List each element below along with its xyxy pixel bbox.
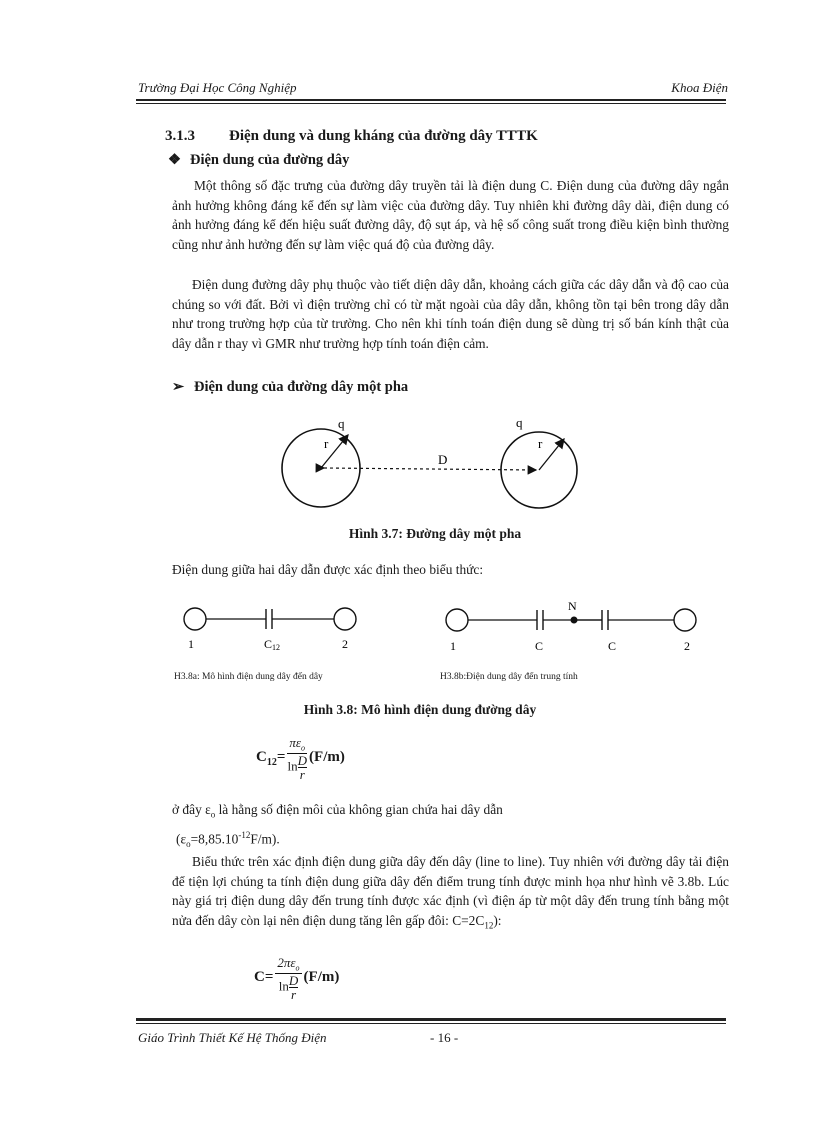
paragraph-3: Điện dung giữa hai dây dẫn được xác định theo biểu thức: [172,562,484,577]
header-rule-thin [136,103,726,104]
header-left: Trường Đại Học Công Nghiệp [138,80,297,95]
footer-rule-thin [136,1023,726,1024]
node-1-circle [184,608,206,630]
node-2-label: 2 [684,639,690,653]
footer-rule [136,1018,726,1021]
figure-3-8b-caption: H3.8b:Điện dung dây đến trung tính [440,672,578,682]
label-D: D [438,452,448,467]
node-1-label: 1 [188,637,194,651]
formula-c12: $C_{12}=$ $\pi\varepsilon_o$ ln $\frac{D}{r}$ (F/m) [256,735,345,782]
paragraph-4: ở đây $\varepsilon_o$ là hằng số điện môi của không gian chứa hai dây dẫn [172,802,503,820]
cap-2-label: C [608,639,617,653]
figure-3-8a [170,598,390,658]
figure-3-8a-caption: H3.8a: Mô hình điện dung dây đến dây [174,672,323,682]
distance-line-D [324,468,536,470]
label-r1: r [324,436,329,451]
label-q1: q [338,416,345,431]
footer-title: Giáo Trình Thiết Kế Hệ Thống Điện [138,1030,327,1045]
node-2-circle [334,608,356,630]
subsection-heading-2 [172,379,408,396]
figure-3-8b [440,596,710,658]
radius-arrow-2 [539,439,564,470]
formula-c: C= $2\pi\varepsilon_o$ ln $\frac{D}{r}$ (F/m) [254,955,340,1002]
node-2-circle [674,609,696,631]
paragraph-1: Một thông số đặc trưng của đường dây truyền tải là điện dung C. Điện dung của đường dây ngắn ảnh hưởng không đáng kể đến sự làm việc của đường dây. Tuy nhiên khi đường dây dài, điện dung có ảnh hưởng đáng kể đến hiệu suất đường dây, độ sụt áp, và hệ số công suất trong điều kiện bình thường cũng như ảnh hưởng đến sự làm việc quá độ của đường dây. [172,178,729,252]
label-r2: r [538,436,543,451]
node-1-label: 1 [450,639,456,653]
section-title: Điện dung và dung kháng của đường dây TTTK [229,128,538,144]
arrow-bullet-icon: ➢ [172,379,185,395]
section-number: 3.1.3 [165,128,195,144]
node-2-label: 2 [342,637,348,651]
paragraph-5: Biểu thức trên xác định điện dung giữa dây đến dây (line to line). Tuy nhiên với đường dây tải điện để tiện lợi chúng ta tính điện dung giữa dây đến điểm trung tính được minh họa như hình vẽ 3.8b. Lúc này giá trị điện dung dây đến trung tính được xác định (vì điện áp từ một dây đến trung tính bằng một nửa đến dây còn lại nên điện dung tăng lên gấp đôi: $C=2C_{12}$): [172,854,729,931]
neutral-label: N [568,599,577,613]
figure-3-8-caption: Hình 3.8: Mô hình điện dung đường dây [303,702,537,717]
header-right: Khoa Điện [671,80,728,95]
diamond-bullet-icon: ❖ [168,152,181,168]
formula-fraction: $2\pi\varepsilon_o$ ln $\frac{D}{r}$ [277,955,300,1002]
neutral-point [571,617,578,624]
paragraph-4-line-2: $(\varepsilon_o=8,85.10^{-12}F/m)$. [176,830,280,850]
cap-1-label: C [535,639,544,653]
subsection-title-1: Điện dung của đường dây [190,152,350,168]
section-heading [165,128,538,145]
subsection-title-2: Điện dung của đường dây một pha [194,379,409,395]
paragraph-2: Điện dung đường dây phụ thuộc vào tiết diện dây dẫn, khoảng cách giữa các dây dẫn và độ cao của chúng so với đất. Bởi vì điện trường chỉ có từ mặt ngoài của dây dẫn, không tồn tại bên trong dây dẫn như trong trường hợp của từ trường. Cho nên khi tính toán điện dung sẽ dùng trị số bán kính thật của dây dẫn r thay vì GMR như trường hợp tính toán điện cảm. [172,277,729,351]
page-number: - 16 - [430,1030,459,1045]
label-q2: q [516,415,523,430]
header-rule [136,99,726,101]
node-1-circle [446,609,468,631]
figure-3-7 [260,410,580,520]
subsection-heading-1 [168,152,349,169]
cap-c12-label: C12 [264,637,281,652]
formula-fraction: $\pi\varepsilon_o$ ln $\frac{D}{r}$ [287,735,307,782]
figure-3-7-caption: Hình 3.7: Đường dây một pha [348,526,522,541]
